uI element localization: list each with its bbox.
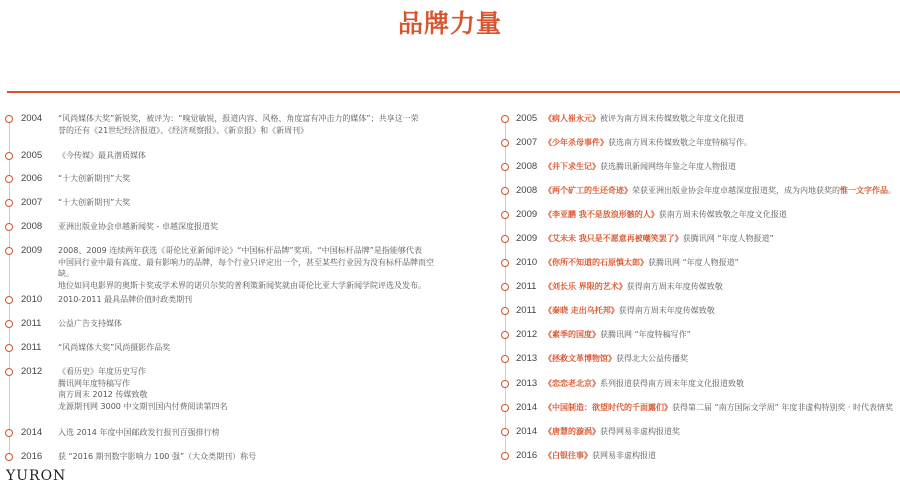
timeline-year: 2008 <box>21 221 43 232</box>
timeline-dot-icon <box>501 211 509 219</box>
timeline-year: 2013 <box>516 353 538 364</box>
timeline-text <box>544 450 900 462</box>
timeline-year: 2012 <box>21 366 43 377</box>
timeline-year: 2007 <box>21 197 43 208</box>
timeline-text-line: 腾讯网年度特稿写作 <box>58 378 130 388</box>
work-title: 《艾未未 我只是不愿意再被嘲笑罢了》 <box>544 234 683 243</box>
award-text: 获腾讯网 “年度人物报道” <box>648 258 739 267</box>
timeline-year: 2004 <box>21 113 43 124</box>
timeline-text-line: 南方周末 2012 传媒致敬 <box>58 390 148 399</box>
timeline-year: 2011 <box>21 342 42 353</box>
timeline-dot-icon <box>501 380 509 388</box>
timeline-text <box>544 113 900 125</box>
timeline-text <box>544 257 900 269</box>
award-text: 荣获亚洲出版业协会年度卓越深度报道奖，成为内地获奖的 <box>632 186 840 195</box>
timeline-dot-icon <box>5 199 13 207</box>
timeline-text-line: 获 “2016 期刊数字影响力 100 强”（大众类期刊）称号 <box>58 452 257 461</box>
timeline-text-line: 龙源期刊网 3000 中文期刊国内付费阅读第四名 <box>58 401 228 411</box>
timeline-text <box>544 137 900 149</box>
timeline-text-line: 地位如同电影界的奥斯卡奖或学术界的诺贝尔奖的普利策新闻奖就由哥伦比亚大学新闻学院评选及发布。 <box>58 280 426 290</box>
timeline-dot-icon <box>5 368 13 376</box>
timeline-year: 2009 <box>516 209 538 220</box>
work-title: 《两个矿工的生还奇迹》 <box>544 186 632 195</box>
work-title: 《白银往事》 <box>544 451 592 460</box>
timeline-text-line: “十大创新期刊”大奖 <box>58 198 131 207</box>
timeline-text-line: 誉的还有《21世纪经济报道》、《经济观察报》、《新京报》和《新周刊》 <box>58 125 309 135</box>
work-title: 《素季的国度》 <box>544 330 600 339</box>
timeline-text <box>544 281 900 293</box>
timeline-dot-icon <box>5 344 13 352</box>
page-title: 品牌力量 <box>397 9 502 38</box>
timeline-dot-icon <box>501 163 509 171</box>
award-text: 获南方周末传媒致敬之年度文化报道 <box>658 210 787 219</box>
timeline-text-line: 《今传媒》最具潜质媒体 <box>58 151 146 160</box>
work-title: 《拯救文革博物馆》 <box>544 354 616 363</box>
timeline-text-line: 2008、2009 连续两年获选《哥伦比亚新闻评论》“中国标杆品牌”奖项。“中国标杆品牌”是指能够代表 <box>58 246 422 255</box>
timeline-text <box>544 426 900 438</box>
work-title: 《中国制造：欲望时代的千面露们》 <box>544 403 672 412</box>
timeline-text-line: 亚洲出版业协会卓越新闻奖 - 卓越深度报道奖 <box>58 222 218 231</box>
timeline-text-line: 2010-2011 最具品牌价值时政类期刊 <box>58 295 193 304</box>
timeline-text-line: 入选 2014 年度中国邮政发行报刊百强排行榜 <box>58 428 220 437</box>
timeline-text <box>544 305 900 317</box>
award-text: 系列报道获得南方周末年度文化报道致敬 <box>600 379 744 388</box>
timeline-dot-icon <box>501 452 509 460</box>
timeline-dot-icon <box>501 259 509 267</box>
timeline-year: 2014 <box>516 402 538 413</box>
timeline-text <box>58 342 448 354</box>
timeline-dot-icon <box>501 428 509 436</box>
timeline-dot-icon <box>501 283 509 291</box>
timeline-text <box>58 150 448 162</box>
timeline-text-line: 公益广告支持媒体 <box>58 319 122 328</box>
timeline-year: 2016 <box>21 451 43 462</box>
timeline-dot-icon <box>501 115 509 123</box>
title-divider <box>7 91 900 93</box>
timeline-line <box>9 118 10 458</box>
timeline-year: 2009 <box>516 233 538 244</box>
timeline-text <box>544 378 900 390</box>
timeline-text-line: 中国同行业中最有高度、最有影响力的品牌，每个行业只评定出一个，甚至某些行业因为没有标杆品牌而空缺。 <box>58 257 434 278</box>
timeline-year: 2008 <box>516 161 538 172</box>
award-text: 获网易非虚构报道 <box>592 451 656 460</box>
timeline-text-line: “十大创新期刊”大奖 <box>58 174 131 183</box>
timeline-dot-icon <box>5 296 13 304</box>
work-title: 《少年杀母事件》 <box>544 138 608 147</box>
timeline-dot-icon <box>501 355 509 363</box>
timeline-text-line: “风尚媒体大奖”风尚摄影作品奖 <box>58 343 171 352</box>
timeline-year: 2011 <box>21 318 42 329</box>
timeline-text <box>544 209 900 221</box>
award-text: 获得南方周末年度传媒致敬 <box>626 282 723 291</box>
timeline-year: 2011 <box>516 281 537 292</box>
timeline-dot-icon <box>501 235 509 243</box>
award-text: 获得北大公益传播奖 <box>616 354 688 363</box>
timeline-dot-icon <box>5 223 13 231</box>
work-title: 《秦晓 走出乌托邦》 <box>544 306 619 315</box>
award-text: 获得网易非虚构报道奖 <box>600 427 680 436</box>
timeline-year: 2007 <box>516 137 538 148</box>
timeline-text-line: 《看历史》年度历史写作 <box>58 367 146 376</box>
timeline-year: 2011 <box>516 305 537 316</box>
award-text: 。 <box>888 186 896 195</box>
timeline-year: 2006 <box>21 173 43 184</box>
timeline-dot-icon <box>5 152 13 160</box>
timeline-text <box>58 221 448 233</box>
timeline-dot-icon <box>5 320 13 328</box>
timeline-text <box>544 329 900 341</box>
timeline-dot-icon <box>5 453 13 461</box>
award-text: 获选南方周末传媒致敬之年度特稿写作。 <box>608 138 752 147</box>
timeline-text <box>544 185 900 197</box>
timeline-dot-icon <box>501 307 509 315</box>
timeline-text <box>58 173 448 185</box>
timeline-year: 2009 <box>21 245 43 256</box>
timeline-text <box>58 318 448 330</box>
award-text: 被评为南方周末传媒致敬之年度文化报道 <box>600 114 744 123</box>
award-text: 获腾讯网 “年度特稿写作” <box>600 330 691 339</box>
timeline-dot-icon <box>5 429 13 437</box>
timeline-year: 2010 <box>516 257 538 268</box>
timeline-text <box>544 161 900 173</box>
timeline-dot-icon <box>501 404 509 412</box>
timeline-text <box>58 113 448 136</box>
timeline-text <box>58 451 448 463</box>
timeline-text <box>544 353 900 365</box>
work-title: 《井下求生记》 <box>544 162 600 171</box>
highlight-text: 惟一文字作品 <box>840 186 888 195</box>
work-title: 《唐慧的漩涡》 <box>544 427 600 436</box>
timeline-year: 2016 <box>516 450 538 461</box>
timeline-text-line: “风尚媒体大奖”新锐奖，被评为：“嗅觉敏锐，报道内容、风格、角度富有冲击力的媒体”；共享这一荣 <box>58 114 419 123</box>
timeline-year: 2014 <box>21 427 43 438</box>
award-text: 获得第二届 “南方国际文学周” 年度非虚构特别奖 · 时代表情奖 <box>672 403 894 412</box>
award-text: 获得南方周末年度传媒致敬 <box>618 306 715 315</box>
award-text: 获选腾讯新闻网络年鉴之年度人物报道 <box>600 162 736 171</box>
timeline-dot-icon <box>5 247 13 255</box>
award-text: 获腾讯网 “年度人物报道” <box>682 234 774 243</box>
work-title: 《刘长乐 界限的艺术》 <box>544 282 627 291</box>
timeline-year: 2012 <box>516 329 538 340</box>
timeline-year: 2013 <box>516 378 538 389</box>
timeline-dot-icon <box>5 115 13 123</box>
watermark: YURON <box>6 468 67 484</box>
work-title: 《李亚鹏 我不是放浪形骸的人》 <box>544 210 659 219</box>
timeline-dot-icon <box>5 175 13 183</box>
timeline-year: 2008 <box>516 185 538 196</box>
work-title: 《你所不知道的石原慎太郎》 <box>544 258 648 267</box>
timeline-year: 2010 <box>21 294 43 305</box>
timeline-year: 2005 <box>516 113 538 124</box>
timeline-text <box>544 402 900 414</box>
timeline-dot-icon <box>501 139 509 147</box>
work-title: 《病人崔永元》 <box>544 114 600 123</box>
timeline-text <box>58 366 448 412</box>
timeline-text <box>58 294 448 306</box>
work-title: 《恋恋老北京》 <box>544 379 600 388</box>
timeline-text <box>544 233 900 245</box>
timeline-dot-icon <box>501 187 509 195</box>
timeline-text <box>58 197 448 209</box>
timeline-year: 2014 <box>516 426 538 437</box>
timeline-dot-icon <box>501 331 509 339</box>
timeline-text <box>58 245 448 291</box>
timeline-text <box>58 427 448 439</box>
timeline-year: 2005 <box>21 150 43 161</box>
